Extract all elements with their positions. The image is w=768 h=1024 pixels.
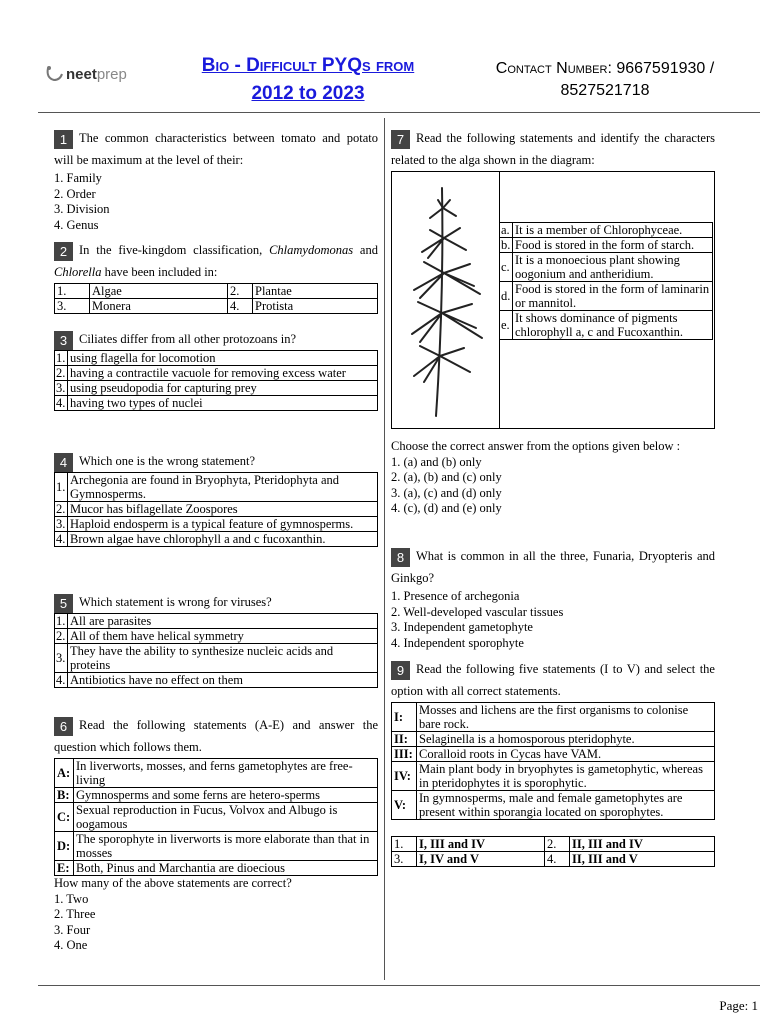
options-table (54, 613, 378, 688)
question-1 (54, 127, 378, 233)
question-number: 8 (391, 548, 410, 567)
question-number: 7 (391, 130, 410, 149)
option-text: All of them have helical symmetry (68, 629, 378, 644)
statement-label: I: (392, 703, 417, 732)
option: 2. Well-developed vascular tissues (391, 604, 564, 619)
question-text: In the five-kingdom classification, (79, 243, 270, 257)
statement-text: It shows dominance of pigments chlorophyll a, c and Fucoxanthin. (513, 311, 713, 340)
option-text: II, III and V (570, 852, 715, 867)
option-text: Archegonia are found in Bryophyta, Pteridophyta and Gymnosperms. (68, 473, 378, 502)
option-text: I, IV and V (417, 852, 545, 867)
option-text: Plantae (253, 284, 378, 299)
question-text: What is common in all the three, Funaria, Dryopteris and Ginkgo? (391, 549, 715, 585)
option-text: II, III and IV (570, 837, 715, 852)
question-text-italic: Chlorella (54, 265, 102, 279)
option-text: Protista (253, 299, 378, 314)
question-text: Read the following five statements (I to V) and select the option with all correct statements. (391, 662, 715, 698)
option-num: 3. (55, 299, 90, 314)
option-num: 4. (545, 852, 570, 867)
statement-label: C: (55, 803, 74, 832)
title-line2: 2012 to 2023 (251, 83, 365, 104)
column-divider (384, 118, 385, 980)
statement-text: Sexual reproduction in Fucus, Volvox and Albugo is oogamous (74, 803, 378, 832)
option: 1. Family (54, 171, 102, 185)
question-text: Which statement is wrong for viruses? (79, 595, 272, 609)
statement-text: Food is stored in the form of laminarin or mannitol. (513, 282, 713, 311)
contact-line1: Contact Number: 9667591930 / (495, 60, 715, 77)
option: 2. (a), (b) and (c) only (391, 470, 502, 484)
option-text: Mucor has biflagellate Zoospores (68, 502, 378, 517)
statements-table (54, 758, 378, 876)
option-text: using flagella for locomotion (68, 351, 378, 366)
statement-label: D: (55, 832, 74, 861)
logo-icon (44, 64, 66, 84)
question-number: 5 (54, 594, 73, 613)
option-num: 3. (392, 852, 417, 867)
option-num: 2. (55, 502, 68, 517)
option-num: 3. (55, 517, 68, 532)
question-4 (54, 450, 378, 547)
question-number: 9 (391, 661, 410, 680)
header-divider (38, 112, 760, 113)
question-number: 1 (54, 130, 73, 149)
statement-text: In gymnosperms, male and female gametophytes are present within sporangia located on sporophytes. (417, 791, 715, 820)
option: 3. Four (54, 922, 91, 937)
statement-text: Gymnosperms and some ferns are hetero-sperms (74, 788, 378, 803)
option: 3. (a), (c) and (d) only (391, 485, 502, 500)
option-num: 4. (228, 299, 253, 314)
option-num: 2. (228, 284, 253, 299)
statement-label: c. (500, 253, 513, 282)
option-num: 4. (55, 532, 68, 547)
question-2 (54, 239, 378, 314)
option: 4. One (54, 938, 88, 952)
option-num: 1. (55, 473, 68, 502)
question-text-italic: Chlamydomonas (269, 243, 354, 257)
option-text: I, III and IV (417, 837, 545, 852)
statement-label: IV: (392, 762, 417, 791)
option-text: having two types of nuclei (68, 396, 378, 411)
answers-table (391, 836, 715, 867)
question-text: Read the following statements and identify the characters related to the alga shown in the diagram: (391, 131, 715, 167)
diagram-box (391, 171, 715, 429)
question-choose: Choose the correct answer from the options given below : (391, 439, 681, 453)
statement-text: Main plant body in bryophytes is gametophytic, whereas in pteridophytes it is sporophytic. (417, 762, 715, 791)
statement-label: B: (55, 788, 74, 803)
statement-text: Food is stored in the form of starch. (513, 238, 713, 253)
question-number: 2 (54, 242, 73, 261)
statement-text: Coralloid roots in Cycas have VAM. (417, 747, 715, 762)
alga-diagram (400, 178, 492, 422)
statements-table (499, 222, 713, 340)
page-number: Page: 1 (719, 998, 758, 1013)
statements-table (391, 702, 715, 820)
option-text: Algae (90, 284, 228, 299)
option-num: 2. (545, 837, 570, 852)
title-line1: Bio - Difficult PYQs from (201, 55, 415, 76)
statement-text: Selaginella is a homosporous pteridophyte. (417, 732, 715, 747)
option: 4. Genus (54, 217, 99, 232)
question-text: Ciliates differ from all other protozoans in? (79, 332, 297, 346)
question-text: Read the following statements (A-E) and answer the question which follows them. (54, 718, 378, 754)
question-text: have been included in: (101, 265, 218, 279)
option: 2. Three (54, 907, 96, 921)
neetprep-logo (44, 64, 127, 84)
option: 1. (a) and (b) only (391, 454, 482, 469)
option-text: using pseudopodia for capturing prey (68, 381, 378, 396)
option-num: 3. (55, 644, 68, 673)
option-num: 4. (55, 396, 68, 411)
statement-label: II: (392, 732, 417, 747)
option-text: Haploid endosperm is a typical feature of gymnosperms. (68, 517, 378, 532)
option-num: 1. (392, 837, 417, 852)
question-text: Which one is the wrong statement? (79, 454, 255, 468)
statement-text: It is a member of Chlorophyceae. (513, 223, 713, 238)
options-table (54, 350, 378, 411)
question-9 (391, 658, 715, 867)
option-num: 2. (55, 629, 68, 644)
page-title (168, 52, 448, 108)
contact-info (470, 58, 740, 102)
statement-label: III: (392, 747, 417, 762)
statement-label: a. (500, 223, 513, 238)
statement-text: Both, Pinus and Marchantia are dioecious (74, 861, 378, 876)
question-text: The common characteristics between tomato and potato will be maximum at the level of their: (54, 131, 378, 167)
statement-label: b. (500, 238, 513, 253)
option-num: 1. (55, 351, 68, 366)
statement-label: V: (392, 791, 417, 820)
statement-text: The sporophyte in liverworts is more elaborate than that in mosses (74, 832, 378, 861)
option-num: 1. (55, 284, 90, 299)
statement-label: d. (500, 282, 513, 311)
option: 4. Independent sporophyte (391, 635, 524, 650)
option-num: 3. (55, 381, 68, 396)
option-text: having a contractile vacuole for removing excess water (68, 366, 378, 381)
footer-divider (38, 985, 760, 986)
question-text: and (353, 243, 378, 257)
option: 1. Two (54, 891, 89, 906)
option-text: They have the ability to synthesize nucleic acids and proteins (68, 644, 378, 673)
question-3 (54, 328, 378, 411)
option-text: Brown algae have chlorophyll a and c fucoxanthin. (68, 532, 378, 547)
question-7 (391, 127, 715, 517)
option-text: Antibiotics have no effect on them (68, 673, 378, 688)
option-num: 4. (55, 673, 68, 688)
option: 2. Order (54, 186, 96, 201)
option: 1. Presence of archegonia (391, 589, 520, 603)
options-table (54, 472, 378, 547)
question-5 (54, 591, 378, 688)
logo-prep: prep (96, 65, 127, 83)
contact-line2: 8527521718 (560, 82, 650, 99)
question-6 (54, 714, 378, 954)
question-ask: How many of the above statements are correct? (54, 876, 292, 890)
statement-text: In liverworts, mosses, and ferns gametophytes are free-living (74, 759, 378, 788)
question-8 (391, 545, 715, 651)
option-num: 1. (55, 614, 68, 629)
option-text: Monera (90, 299, 228, 314)
option-text: All are parasites (68, 614, 378, 629)
statement-label: A: (55, 759, 74, 788)
statement-label: E: (55, 861, 74, 876)
question-number: 3 (54, 331, 73, 350)
options-table (54, 283, 378, 314)
option: 3. Division (54, 202, 110, 216)
question-number: 6 (54, 717, 73, 736)
question-number: 4 (54, 453, 73, 472)
statement-label: e. (500, 311, 513, 340)
option: 3. Independent gametophyte (391, 620, 533, 634)
statement-text: Mosses and lichens are the first organisms to colonise bare rock. (417, 703, 715, 732)
option: 4. (c), (d) and (e) only (391, 501, 502, 515)
logo-neet: neet (66, 65, 97, 83)
option-num: 2. (55, 366, 68, 381)
statement-text: It is a monoecious plant showing oogonium and antheridium. (513, 253, 713, 282)
